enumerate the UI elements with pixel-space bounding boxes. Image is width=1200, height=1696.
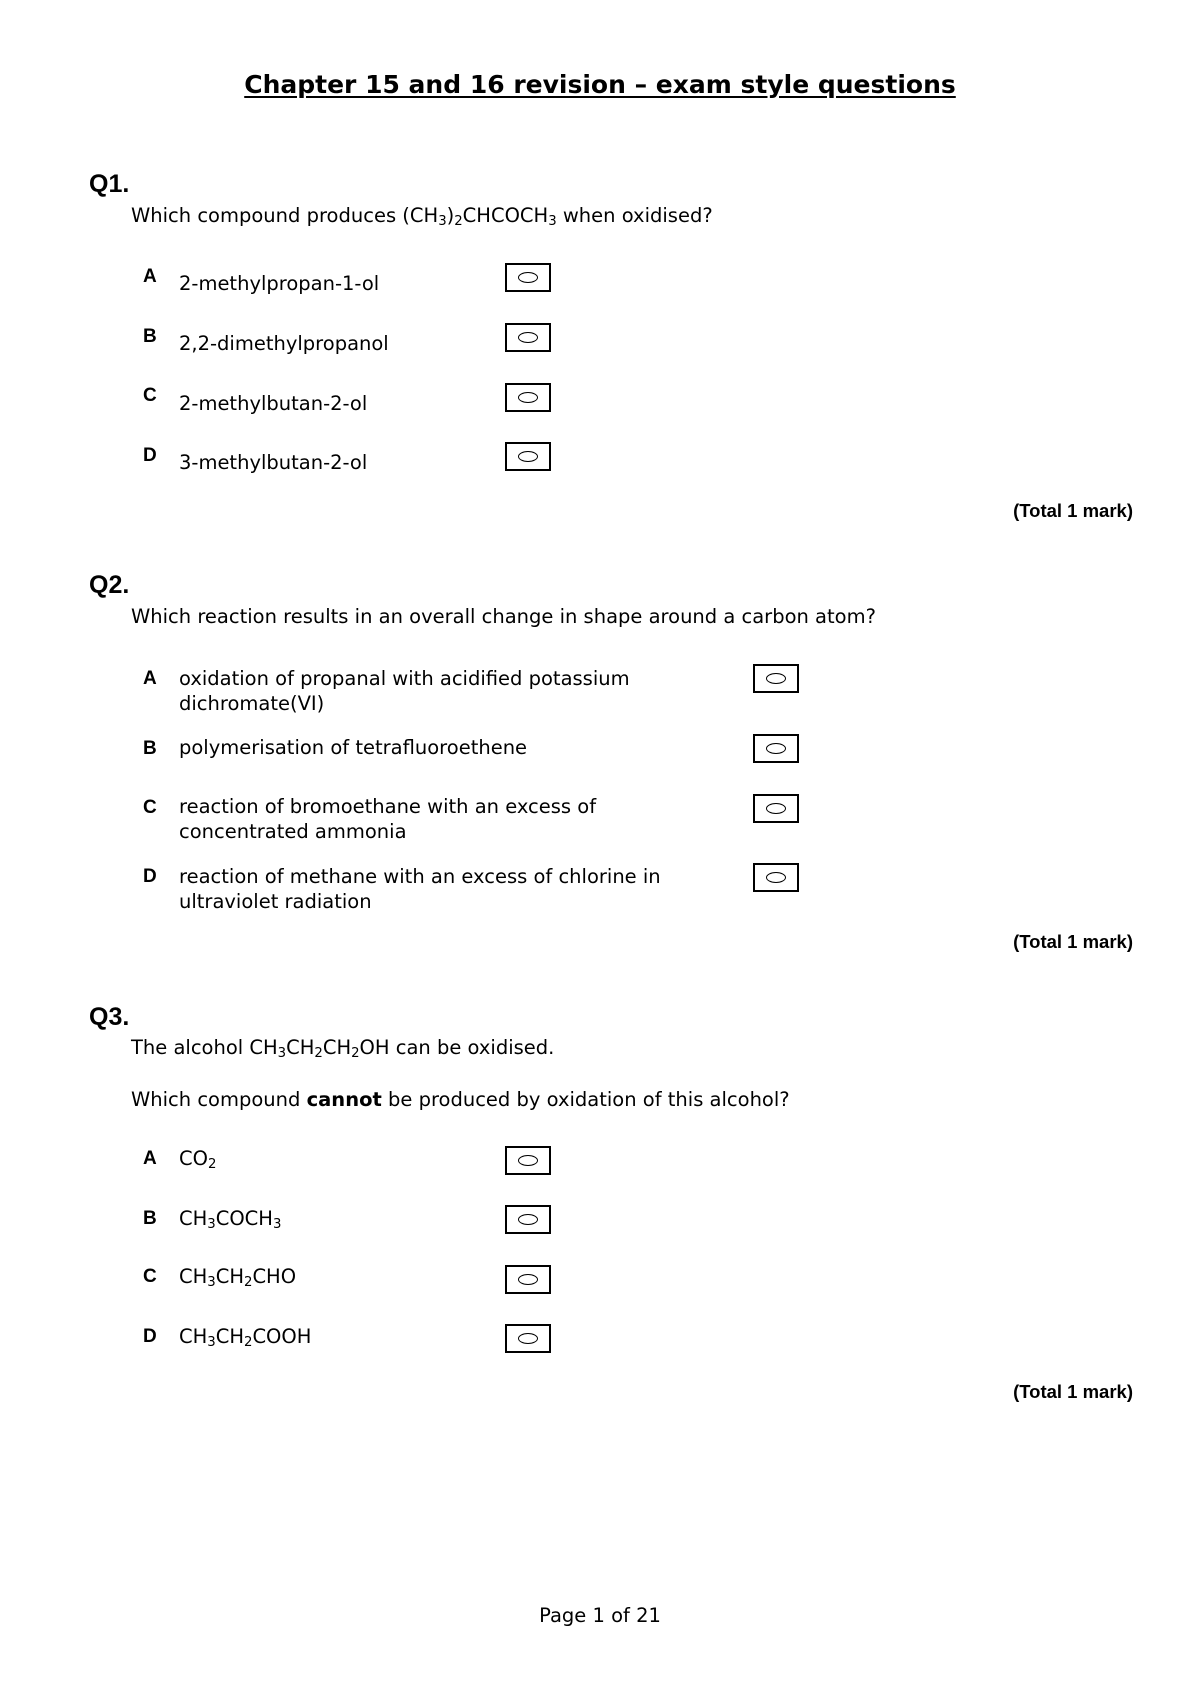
question-number-q3: Q3. (89, 1003, 130, 1031)
answer-box-q2-c[interactable] (753, 794, 799, 823)
total-marks-q1: (Total 1 mark) (1013, 500, 1133, 521)
option-letter-q1-a: A (143, 266, 157, 287)
option-letter-q2-b: B (143, 738, 157, 759)
option-text-q1-a: 2-methylpropan-1-ol (179, 272, 380, 295)
option-letter-q2-d: D (143, 866, 157, 887)
option-text-q2-b: polymerisation of tetrafluoroethene (179, 736, 528, 759)
option-letter-q2-a: A (143, 668, 157, 689)
total-marks-q3: (Total 1 mark) (1013, 1381, 1133, 1402)
question-stem-q1: Which compound produces $(CH_3)_2CHCOCH_3$ when oxidised? (131, 204, 713, 229)
question-stem-q3: The alcohol $CH_3CH_2CH_2OH$ can be oxidised. (131, 1036, 555, 1061)
answer-box-q3-d[interactable] (505, 1324, 551, 1353)
answer-oval-icon (766, 872, 786, 883)
option-letter-q3-d: D (143, 1326, 157, 1347)
option-letter-q1-b: B (143, 326, 157, 347)
answer-oval-icon (518, 332, 538, 343)
question-instruction-q3: Which compound cannot be produced by oxidation of this alcohol? (131, 1088, 790, 1111)
answer-box-q1-d[interactable] (505, 442, 551, 471)
option-letter-q3-a: A (143, 1148, 157, 1169)
answer-box-q2-b[interactable] (753, 734, 799, 763)
question-number-q1: Q1. (89, 170, 130, 198)
option-text-q1-c: 2-methylbutan-2-ol (179, 392, 368, 415)
answer-box-q1-b[interactable] (505, 323, 551, 352)
option-letter-q3-b: B (143, 1208, 157, 1229)
question-stem-q2: Which reaction results in an overall change in shape around a carbon atom? (131, 605, 876, 628)
answer-oval-icon (518, 1333, 538, 1344)
answer-oval-icon (518, 1274, 538, 1285)
page-number: Page 1 of 21 (539, 1604, 661, 1627)
answer-oval-icon (518, 1155, 538, 1166)
answer-box-q1-a[interactable] (505, 263, 551, 292)
answer-box-q2-d[interactable] (753, 863, 799, 892)
option-text-q1-d: 3-methylbutan-2-ol (179, 451, 368, 474)
answer-box-q2-a[interactable] (753, 664, 799, 693)
answer-oval-icon (518, 451, 538, 462)
answer-oval-icon (518, 272, 538, 283)
answer-box-q3-c[interactable] (505, 1265, 551, 1294)
answer-oval-icon (766, 803, 786, 814)
option-letter-q3-c: C (143, 1266, 157, 1287)
option-letter-q1-d: D (143, 445, 157, 466)
option-text-q3-a: $CO_2$ (179, 1147, 217, 1172)
option-letter-q1-c: C (143, 385, 157, 406)
answer-oval-icon (766, 743, 786, 754)
option-text-q3-d: $CH_3CH_2COOH$ (179, 1325, 312, 1350)
answer-oval-icon (518, 1214, 538, 1225)
question-number-q2: Q2. (89, 571, 130, 599)
answer-oval-icon (518, 392, 538, 403)
page-title: Chapter 15 and 16 revision – exam style questions (244, 70, 956, 99)
total-marks-q2: (Total 1 mark) (1013, 931, 1133, 952)
answer-oval-icon (766, 673, 786, 684)
answer-box-q3-a[interactable] (505, 1146, 551, 1175)
option-letter-q2-c: C (143, 797, 157, 818)
option-text-q3-b: $CH_3COCH_3$ (179, 1207, 282, 1232)
option-text-q2-d: reaction of methane with an excess of chlorine in ultraviolet radiation (179, 865, 661, 913)
option-text-q1-b: 2,2-dimethylpropanol (179, 332, 389, 355)
answer-box-q1-c[interactable] (505, 383, 551, 412)
option-text-q3-c: $CH_3CH_2CHO$ (179, 1265, 297, 1290)
option-text-q2-a: oxidation of propanal with acidified potassium dichromate(VI) (179, 667, 630, 715)
option-text-q2-c: reaction of bromoethane with an excess of concentrated ammonia (179, 795, 597, 843)
answer-box-q3-b[interactable] (505, 1205, 551, 1234)
